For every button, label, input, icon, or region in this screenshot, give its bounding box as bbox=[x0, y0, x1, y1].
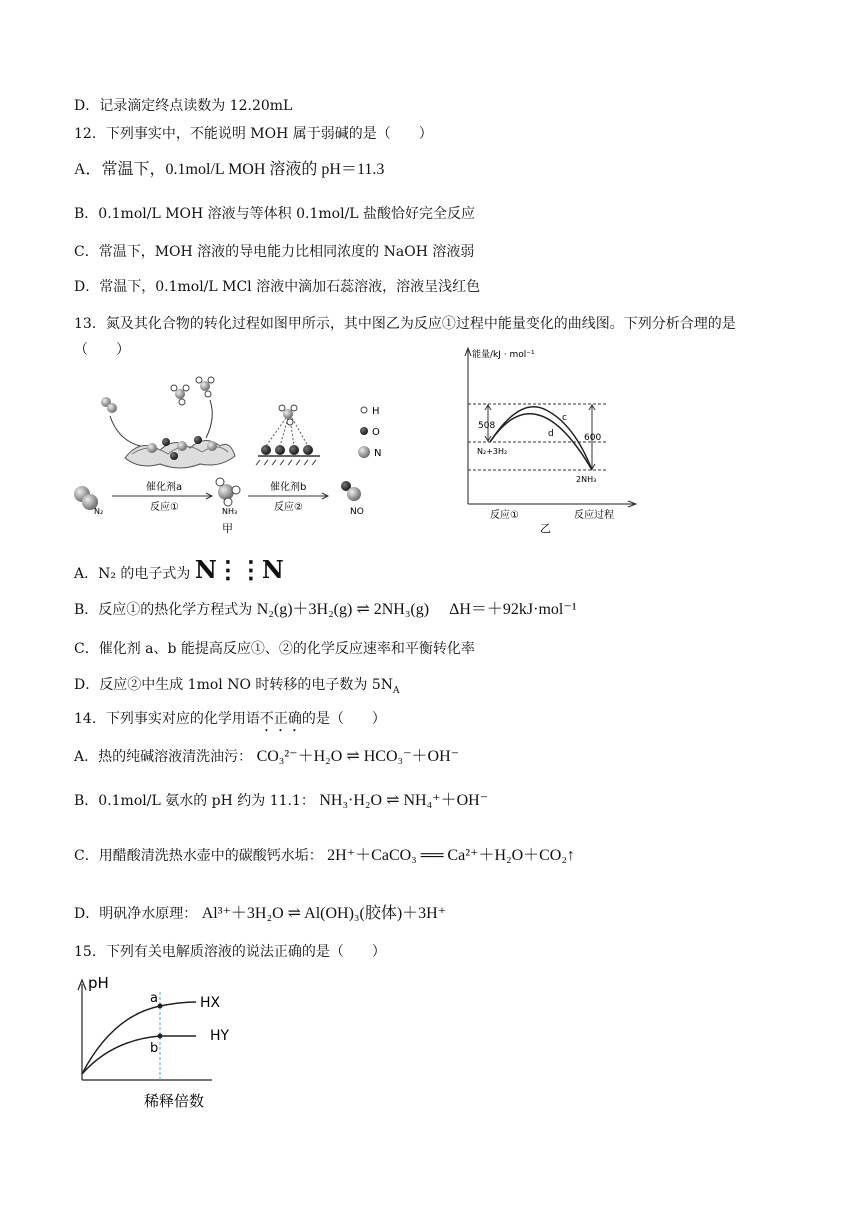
label-hy: HY bbox=[210, 1028, 230, 1044]
q14-stem-emphasis: 不正确 bbox=[259, 711, 302, 727]
q11-option-d: D．记录滴定终点读数为 12.20mL bbox=[74, 98, 293, 114]
point-a bbox=[158, 1004, 163, 1009]
q14-option-c bbox=[74, 846, 575, 866]
q14-stem-pre: 14．下列事实对应的化学用语 bbox=[74, 711, 260, 727]
catalyst-b-surface bbox=[256, 405, 320, 465]
yi-label-508: 508 bbox=[478, 421, 496, 431]
q14-option-a bbox=[74, 747, 459, 767]
x-axis-label: 稀释倍数 bbox=[144, 1092, 205, 1110]
q14-stem bbox=[74, 709, 386, 735]
legend-h: H bbox=[372, 406, 380, 417]
q12-option-d: D．常温下，0.1mol/L MCl 溶液中滴加石蕊溶液，溶液呈浅红色 bbox=[74, 279, 481, 295]
label-cat-b: 催化剂b bbox=[270, 482, 307, 493]
q13-stem: 13．氮及其化合物的转化过程如图甲所示，其中图乙为反应①过程中能量变化的曲线图。下列分析合理的是 bbox=[74, 316, 736, 332]
figure-ph-dilution bbox=[72, 970, 252, 1116]
label-b: b bbox=[150, 1041, 159, 1056]
q13-option-c: C．催化剂 a、b 能提高反应①、②的化学反应速率和平衡转化率 bbox=[74, 641, 475, 657]
point-b bbox=[158, 1034, 163, 1039]
q14-a-text: A．热的纯碱溶液清洗油污： bbox=[74, 749, 253, 765]
q14-b-equation: NH₃·H₂O ⇌ NH₄⁺＋OH⁻ bbox=[319, 792, 489, 809]
q15-stem: 15．下列有关电解质溶液的说法正确的是（ ） bbox=[74, 944, 386, 960]
label-a: a bbox=[150, 991, 158, 1006]
caption-jia: 甲 bbox=[222, 522, 233, 535]
figure-yi bbox=[456, 344, 656, 534]
caption-yi: 乙 bbox=[540, 522, 551, 534]
nh3-molecule bbox=[216, 478, 240, 506]
curve-hx bbox=[82, 1002, 196, 1074]
label-hx: HX bbox=[200, 995, 221, 1011]
q13-a-text: A．N₂ 的电子式为 bbox=[74, 566, 191, 582]
q14-option-b bbox=[74, 791, 488, 811]
q14-option-d bbox=[74, 904, 446, 924]
q13-option-d bbox=[74, 675, 400, 701]
q13-paren: （ ） bbox=[74, 342, 130, 358]
q14-c-text: C．用醋酸清洗热水壶中的碳酸钙水垢： bbox=[74, 848, 323, 864]
legend-o: O bbox=[372, 427, 380, 438]
q12-stem: 12．下列事实中，不能说明 MOH 属于弱碱的是（ ） bbox=[74, 126, 433, 142]
yi-curve-c: c bbox=[562, 413, 567, 423]
yi-curve-d: d bbox=[548, 429, 554, 439]
yi-ylabel: 能量/kJ · mol⁻¹ bbox=[472, 350, 535, 360]
legend bbox=[358, 406, 381, 459]
ph-axis-label: pH bbox=[88, 974, 109, 992]
q13-d-subscript: A bbox=[393, 685, 400, 696]
yi-label-600: 600 bbox=[584, 433, 602, 443]
q14-a-equation: CO₃²⁻＋H₂O ⇌ HCO₃⁻＋OH⁻ bbox=[256, 748, 460, 765]
n2-molecule-top bbox=[101, 397, 117, 413]
label-nh3: NH₃ bbox=[222, 507, 238, 516]
q13-d-text: D．反应②中生成 1mol NO 时转移的电子数为 5N bbox=[74, 677, 393, 693]
q13-option-b bbox=[74, 600, 577, 620]
q14-b-text: B．0.1mol/L 氨水的 pH 约为 11.1： bbox=[74, 793, 315, 809]
label-no: NO bbox=[350, 507, 364, 517]
legend-n: N bbox=[374, 448, 382, 459]
curve-hy bbox=[82, 1036, 196, 1074]
q14-d-equation: Al³⁺＋3H₂O ⇌ Al(OH)₃(胶体)＋3H⁺ bbox=[201, 905, 447, 922]
label-cat-a: 催化剂a bbox=[146, 482, 183, 493]
q13-b-equation: N₂(g)＋3H₂(g) ⇌ 2NH₃(g) ΔH＝＋92kJ·mol⁻¹ bbox=[256, 601, 577, 618]
q14-stem-post: 的是（ ） bbox=[301, 711, 386, 727]
q13-b-text: B．反应①的热化学方程式为 bbox=[74, 602, 253, 618]
n2-electron-formula: N⋮⋮N bbox=[194, 555, 283, 584]
q12-option-c: C．常温下，MOH 溶液的导电能力比相同浓度的 NaOH 溶液弱 bbox=[74, 244, 475, 260]
yi-xlabel: 反应过程 bbox=[574, 510, 614, 521]
yi-reactants: N₂+3H₂ bbox=[477, 447, 508, 456]
label-rxn2: 反应② bbox=[274, 502, 303, 513]
q12-option-a: A．常温下，0.1mol/L MOH 溶液的 pH＝11.3 bbox=[74, 161, 385, 178]
label-n2: N₂ bbox=[94, 507, 104, 516]
no-molecule bbox=[341, 481, 361, 501]
q12-option-b: B．0.1mol/L MOH 溶液与等体积 0.1mol/L 盐酸恰好完全反应 bbox=[74, 206, 476, 222]
q14-d-text: D．明矾净水原理： bbox=[74, 906, 198, 922]
yi-x1: 反应① bbox=[490, 510, 519, 521]
label-rxn1: 反应① bbox=[150, 502, 179, 513]
nh3-molecule-top bbox=[171, 377, 214, 405]
q13-option-a bbox=[74, 555, 283, 584]
yi-product: 2NH₃ bbox=[576, 475, 597, 484]
q14-c-equation: 2H⁺＋CaCO₃ ══ Ca²⁺＋H₂O＋CO₂↑ bbox=[327, 847, 575, 864]
figure-jia bbox=[70, 368, 410, 538]
catalyst-a-surface bbox=[125, 436, 235, 468]
